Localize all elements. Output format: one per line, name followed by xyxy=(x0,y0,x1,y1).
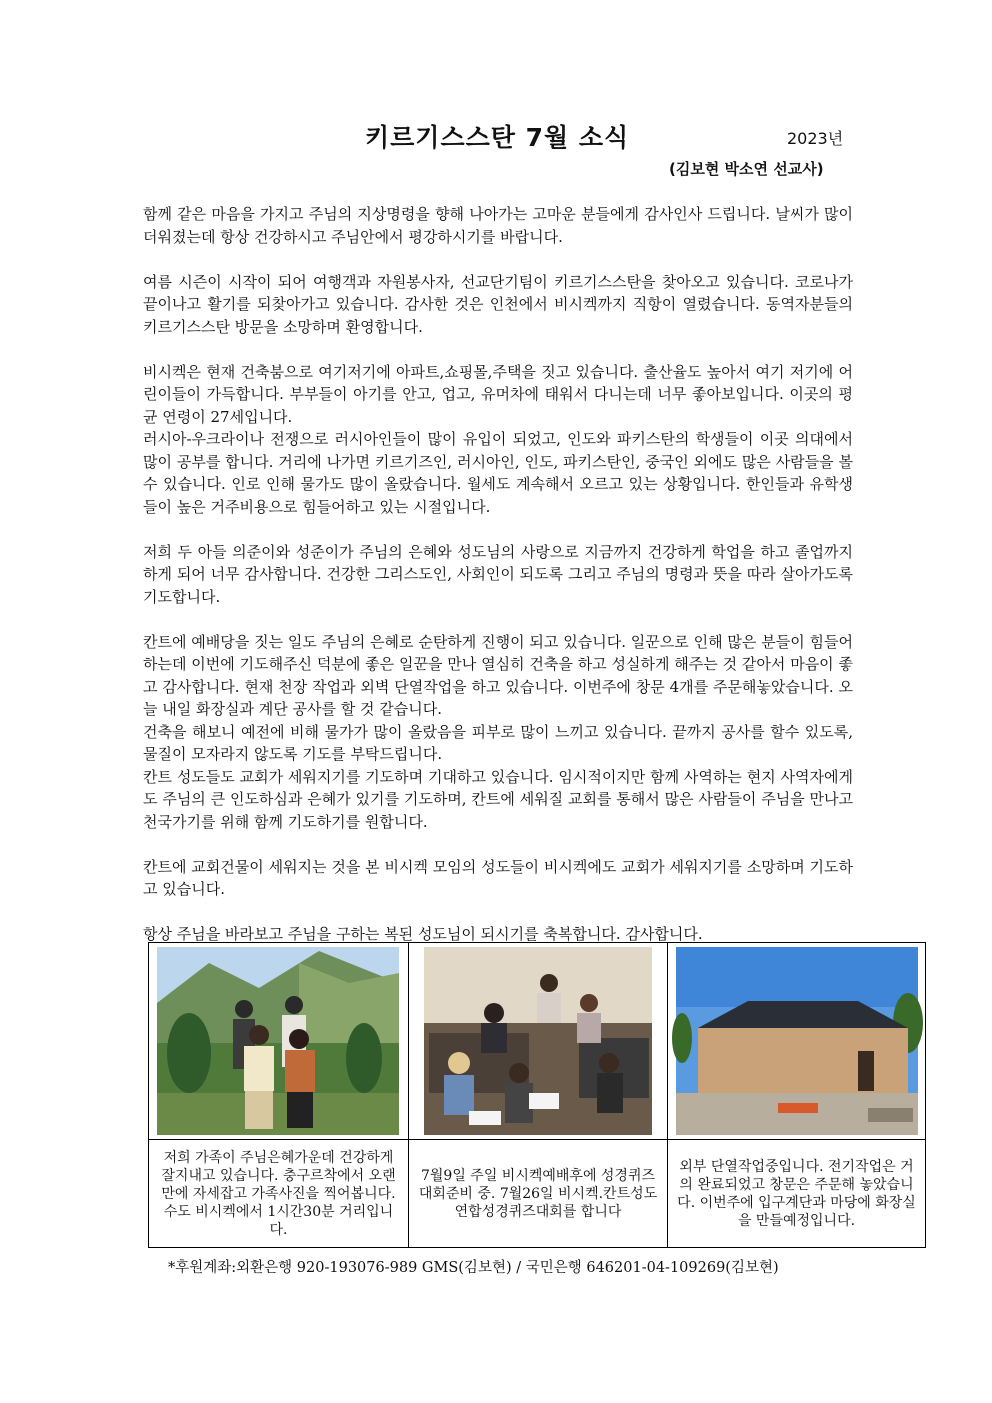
caption-bible-quiz: 7월9일 주일 비시켁예배후에 성경퀴즈대회준비 중. 7월26일 비시켁.칸트성도 연합성경퀴즈대회를 합니다 xyxy=(409,1139,668,1247)
paragraph: 칸트에 교회건물이 세워지는 것을 본 비시켁 모임의 성도들이 비시켁에도 교회가 세워지기를 소망하며 기도하고 있습니다. xyxy=(143,857,853,898)
photo-table xyxy=(148,942,926,1248)
photo-bible-quiz xyxy=(409,943,668,1139)
paragraph: 건축을 해보니 예전에 비해 물가가 많이 올랐음을 피부로 많이 느끼고 있습니다. 끝까지 공사를 할수 있도록, 물질이 모자라지 않도록 기도를 부탁드립니다. xyxy=(143,722,853,763)
paragraph: 함께 같은 마음을 가지고 주님의 지상명령을 향해 나아가는 고마운 분들에게 감사인사 드립니다. 날씨가 많이 더워졌는데 항상 건강하시고 주님안에서 평강하시기를 바랍니다. xyxy=(143,205,853,246)
photo-church-building xyxy=(668,943,925,1139)
paragraph: 비시켁은 현재 건축붐으로 여기저기에 아파트,쇼핑몰,주택을 짓고 있습니다. 출산율도 높아서 여기 저기에 어린이들이 가득합니다. 부부들이 아기를 안고, 업고, 유머차에 태워서 다니는데 너무 좋아보입니다. 이곳의 평균 연령이 27세입니다. xyxy=(143,362,853,426)
paragraph: 칸트 성도들도 교회가 세워지기를 기도하며 기대하고 있습니다. 임시적이지만 함께 사역하는 현지 사역자에게도 주님의 큰 인도하심과 은혜가 있기를 기도하며, 칸트에 세워질 교회를 통해서 많은 사람들이 주님을 만나고 천국가기를 위해 함께 기도하기를 원합니다. xyxy=(143,767,853,831)
page-title: 키르기스스탄 7월 소식 xyxy=(365,123,630,152)
photo-family xyxy=(149,943,409,1139)
year-label: 2023년 xyxy=(787,129,844,148)
caption-church-building: 외부 단열작업중입니다. 전기작업은 거의 완료되었고 창문은 주문해 놓았습니다. 이번주에 입구계단과 마당에 화장실을 만들예정입니다. xyxy=(668,1139,925,1247)
caption-family: 저희 가족이 주님은혜가운데 건강하게 잘지내고 있습니다. 충구르착에서 오랜만에 자세잡고 가족사진을 찍어봅니다. 수도 비시켁에서 1시간30분 거리입니다. xyxy=(149,1139,409,1247)
donation-account: *후원계좌:외환은행 920-193076-989 GMS(김보현) / 국민은행 646201-04-109269(김보현) xyxy=(168,1260,779,1276)
paragraph: 저희 두 아들 의준이와 성준이가 주님의 은혜와 성도님의 사랑으로 지금까지 건강하게 학업을 하고 졸업까지 하게 되어 너무 감사합니다. 건강한 그리스도인, 사회인이 되도록 그리고 주님의 명령과 뜻을 따라 살아가도록 기도합니다. xyxy=(143,542,853,606)
author-label: (김보현 박소연 선교사) xyxy=(669,160,824,178)
paragraph: 항상 주님을 바라보고 주님을 구하는 복된 성도님이 되시기를 축복합니다. 감사합니다. xyxy=(143,925,703,943)
paragraph: 칸트에 예배당을 짓는 일도 주님의 은혜로 순탄하게 진행이 되고 있습니다. 일꾼으로 인해 많은 분들이 힘들어하는데 이번에 기도해주신 덕분에 좋은 일꾼을 만나 열심히 건축을 하고 성실하게 해주는 것 같아서 마음이 좋고 감사합니다. 현재 천장 작업과 외벽 단열작업을 하고 있습니다. 이번주에 창문 4개를 주문해놓았습니다. 오늘 내일 화장실과 계단 공사를 할 것 같습니다. xyxy=(143,632,853,718)
paragraph: 러시아-우크라이나 전쟁으로 러시아인들이 많이 유입이 되었고, 인도와 파키스탄의 학생들이 이곳 의대에서 많이 공부를 합니다. 거리에 나가면 키르기즈인, 러시아인, 인도, 파키스탄인, 중국인 외에도 많은 사람들을 볼수 있습니다. 인로 인해 물가도 많이 올랐습니다. 월세도 계속해서 오르고 있는 상황입니다. 한인들과 유학생들이 높은 거주비용으로 힘들어하고 있는 시절입니다. xyxy=(143,430,853,516)
letter-body xyxy=(143,203,853,946)
paragraph: 여름 시즌이 시작이 되어 여행객과 자원봉사자, 선교단기팀이 키르기스스탄을 찾아오고 있습니다. 코로나가 끝이나고 활기를 되찾아가고 있습니다. 감사한 것은 인천에서 비시켁까지 직항이 열렸습니다. 동역자분들의 키르기스스탄 방문을 소망하며 환영합니다. xyxy=(143,272,853,336)
